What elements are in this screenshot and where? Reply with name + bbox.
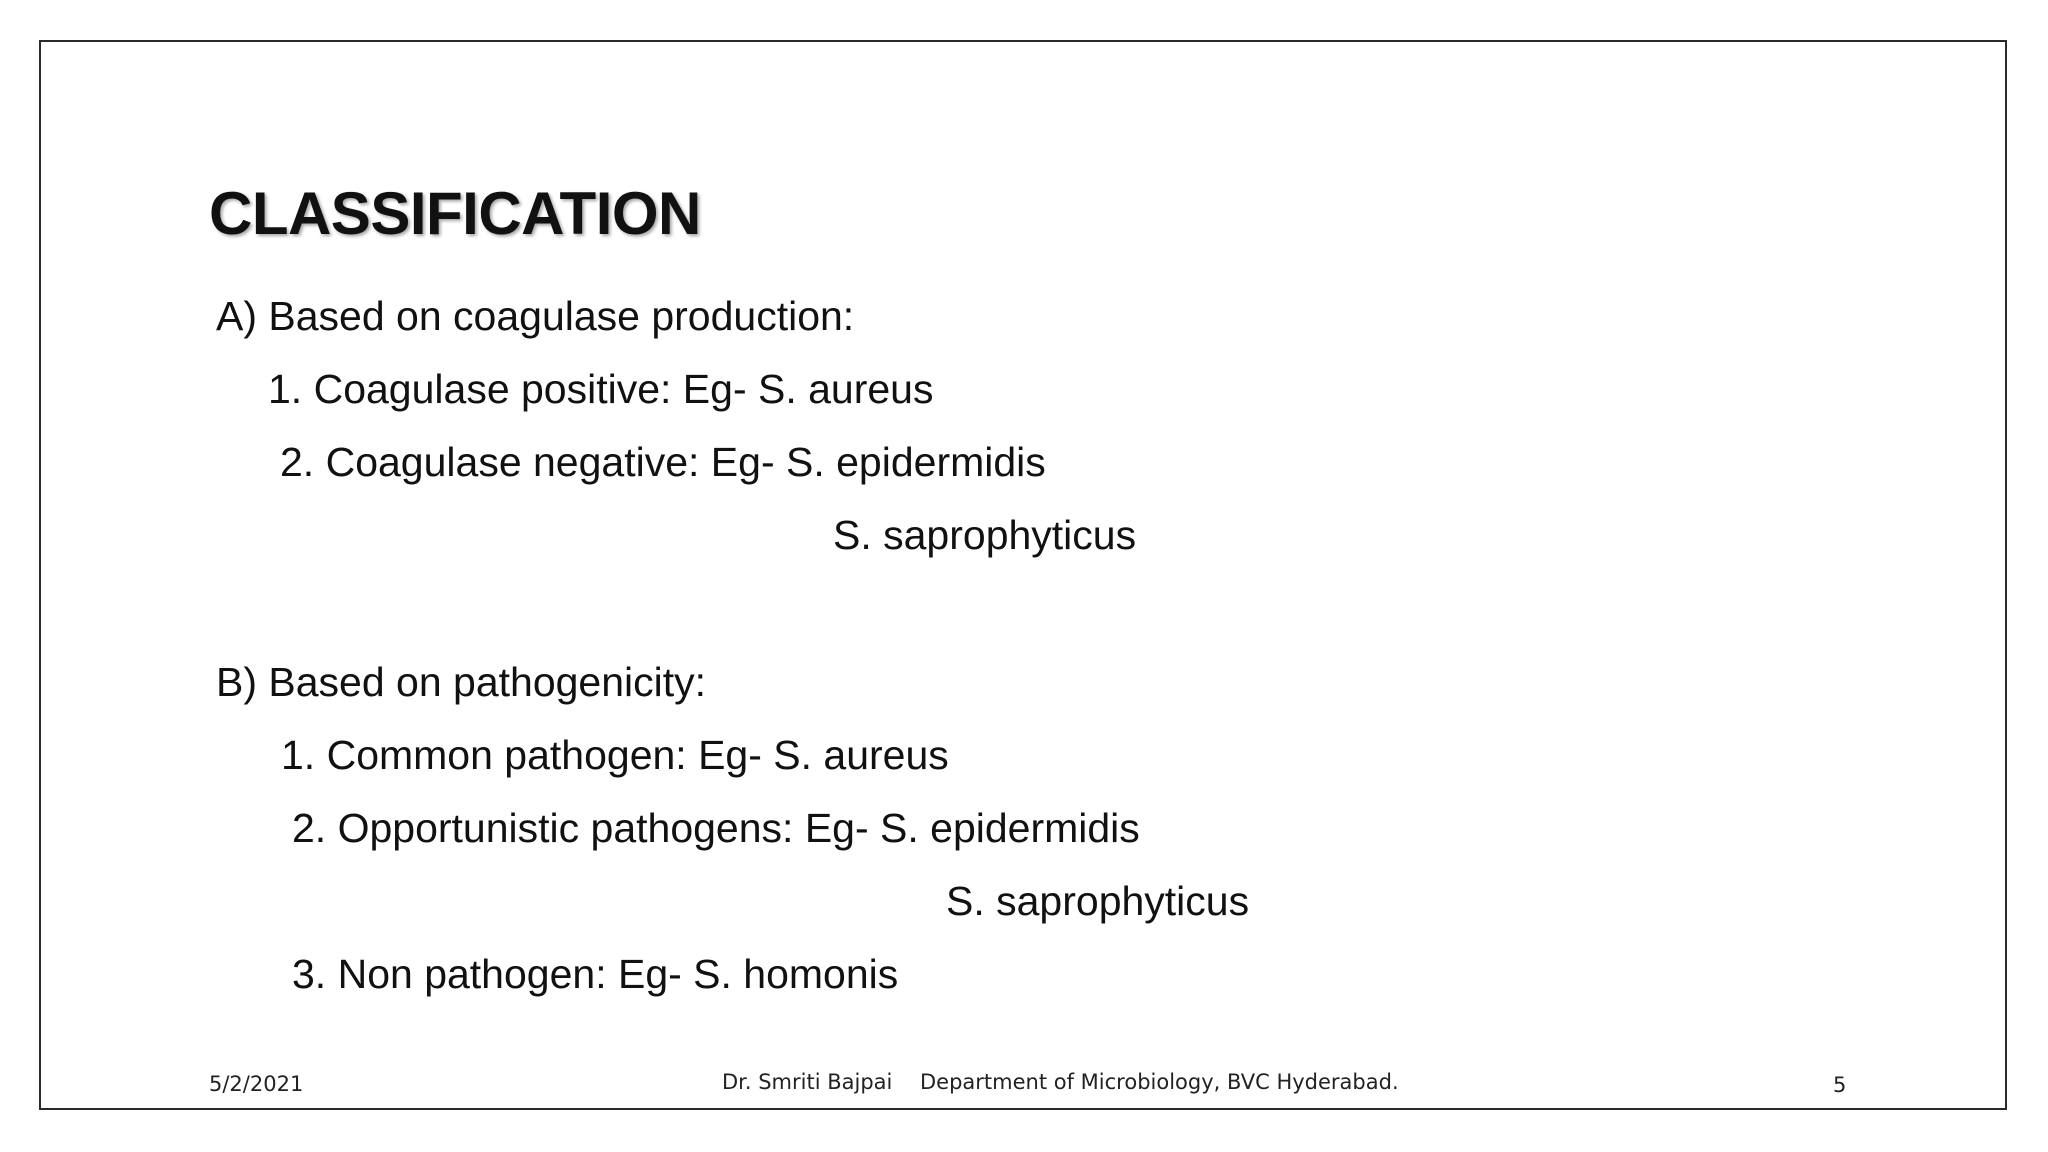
section-b-item-2: 2. Opportunistic pathogens: Eg- S. epidermidis (292, 805, 1140, 851)
footer-page-number: 5 (1833, 1073, 1847, 1097)
footer-date: 5/2/2021 (209, 1072, 304, 1096)
section-b-item-1: 1. Common pathogen: Eg- S. aureus (281, 732, 949, 778)
section-a-item-1: 1. Coagulase positive: Eg- S. aureus (268, 366, 934, 412)
section-a-item-2-continuation: S. saprophyticus (833, 512, 1137, 558)
footer-department: Department of Microbiology, BVC Hyderabad. (920, 1070, 1399, 1094)
section-b-item-3: 3. Non pathogen: Eg- S. homonis (292, 951, 899, 997)
section-a-heading: A) Based on coagulase production: (216, 293, 855, 339)
footer-author: Dr. Smriti Bajpai (722, 1070, 893, 1094)
section-b-heading: B) Based on pathogenicity: (216, 659, 707, 705)
section-a-item-2: 2. Coagulase negative: Eg- S. epidermidis (280, 439, 1046, 485)
slide-title: CLASSIFICATION (209, 180, 701, 247)
section-b-item-2-continuation: S. saprophyticus (946, 878, 1250, 924)
